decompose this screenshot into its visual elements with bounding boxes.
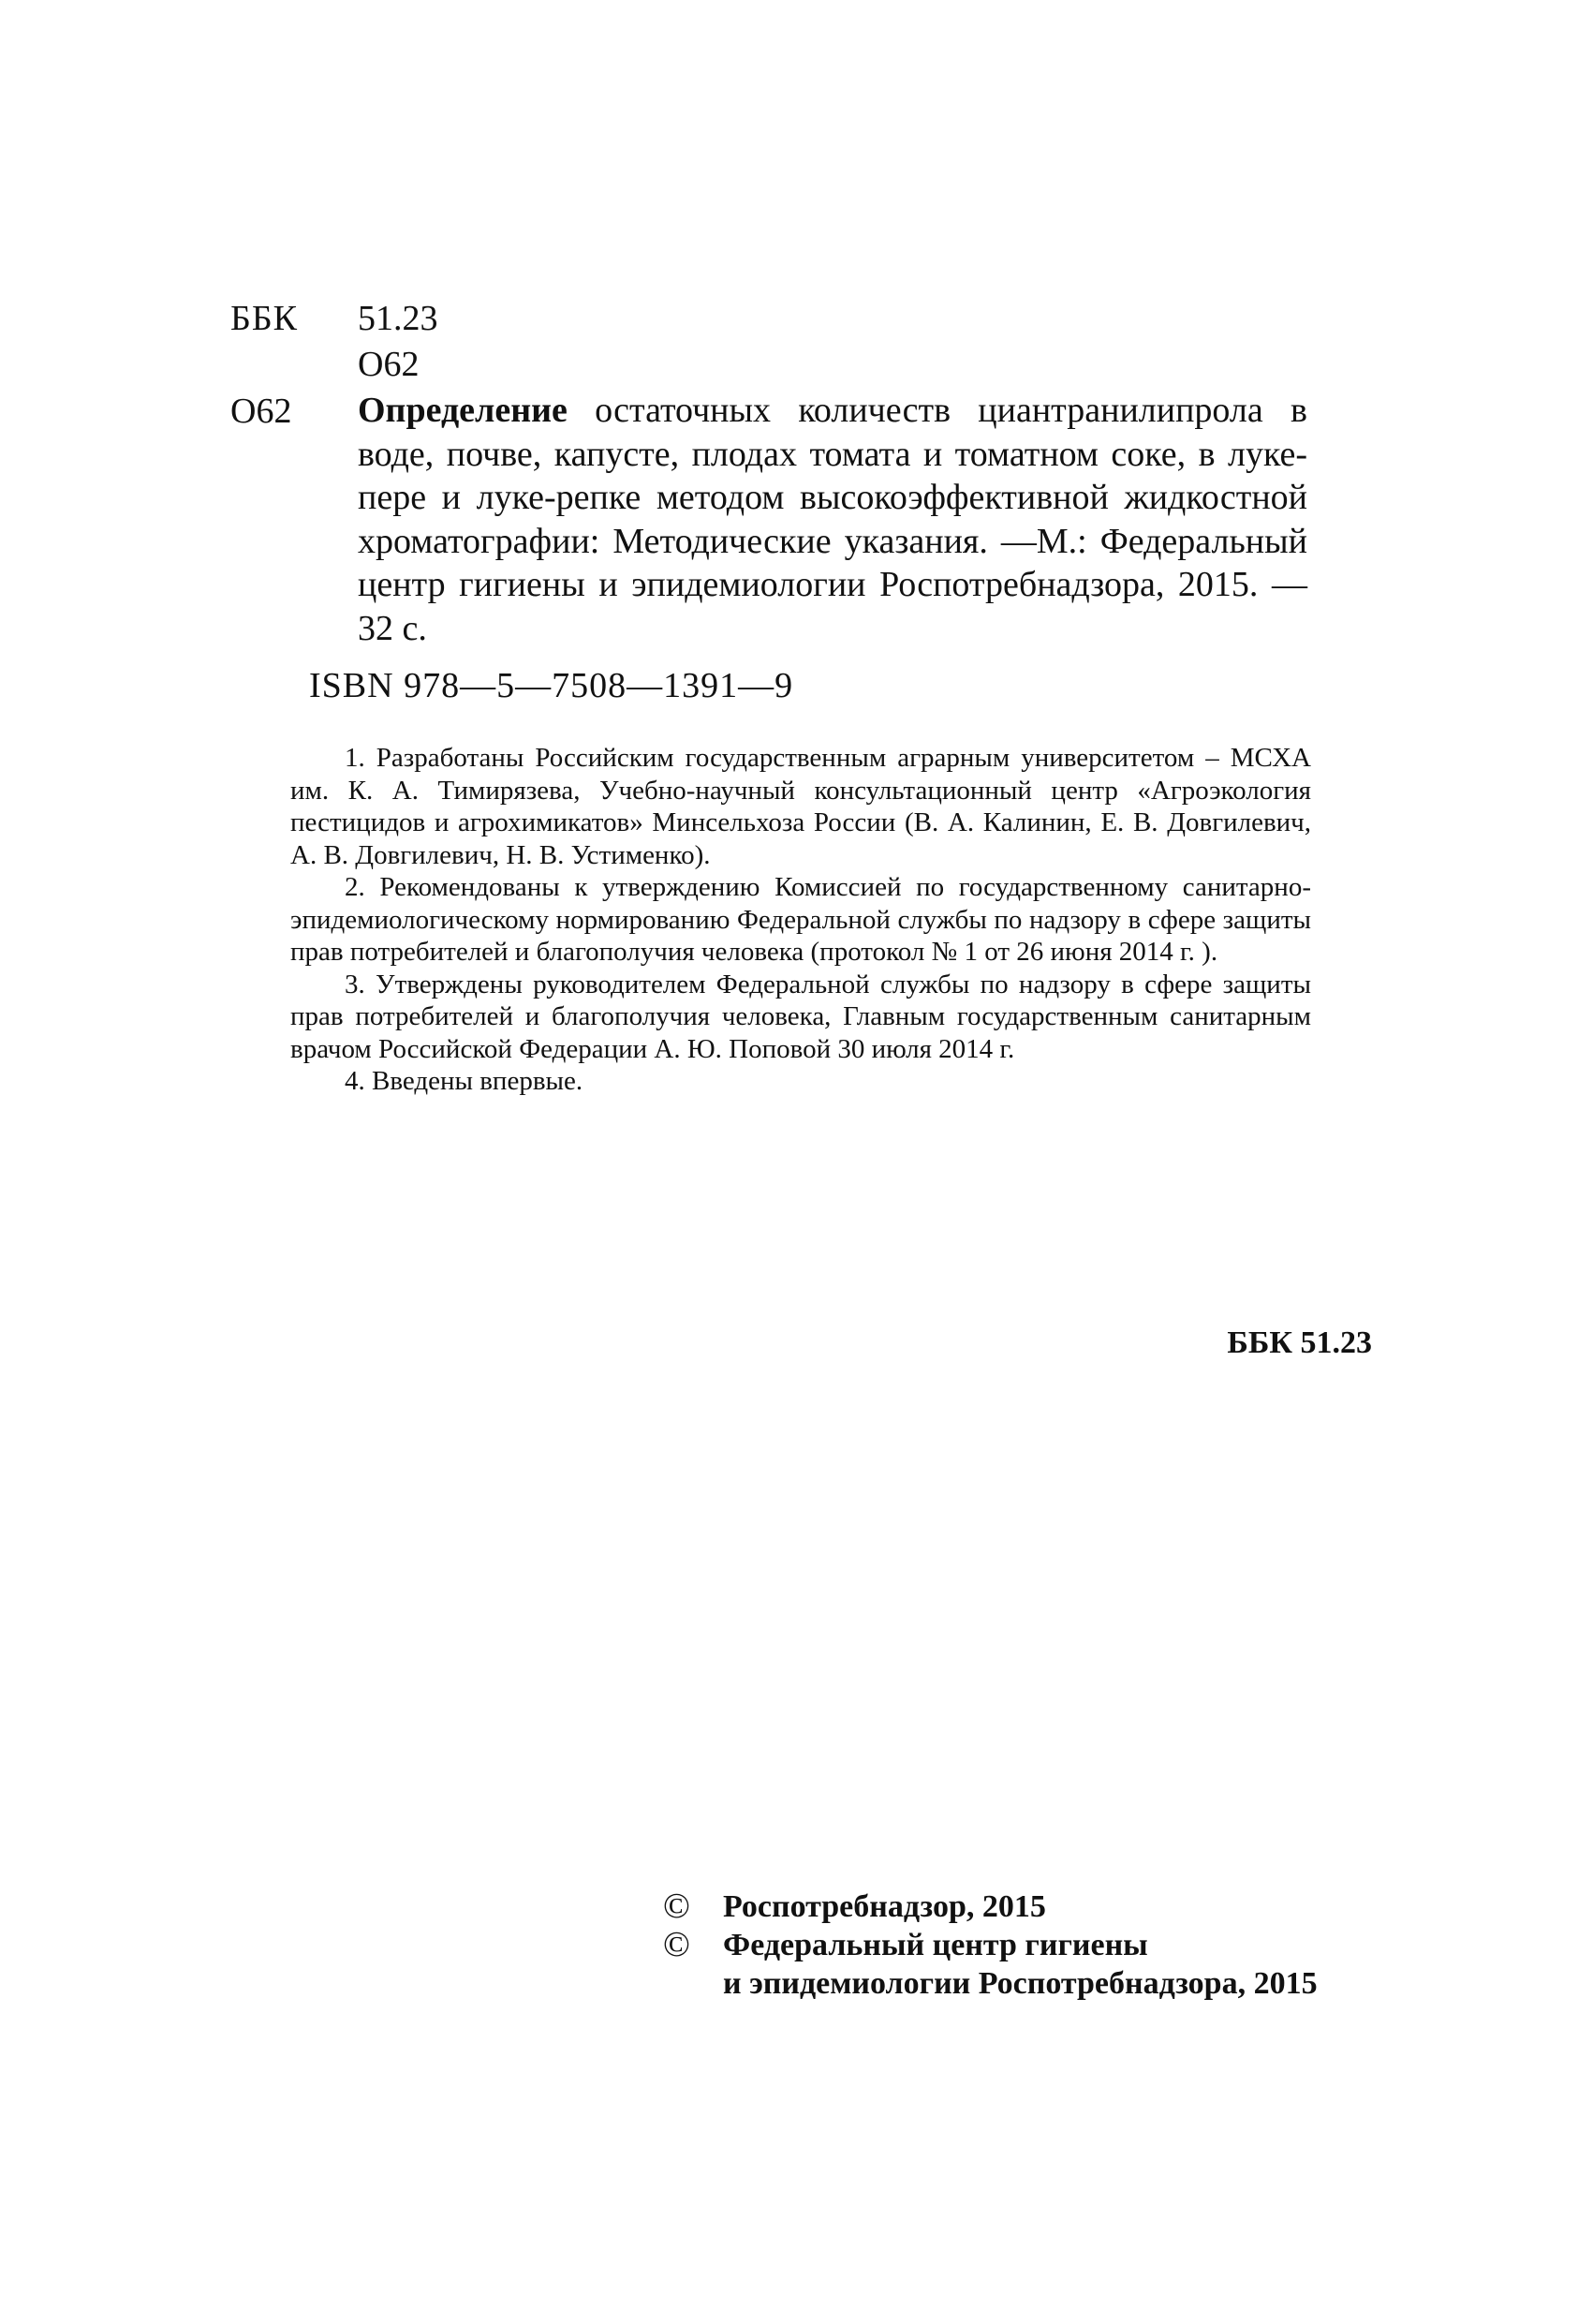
copyright-icon: © bbox=[663, 1887, 690, 1926]
isbn: ISBN 978—5—7508—1391—9 bbox=[309, 666, 794, 705]
note-item: 2. Рекомендованы к утверждению Комиссией по государственному санитарно-эпидемиологическому нормированию Федеральной службы по надзору в сфере защиты прав потребителей и благополучия человека (протокол № 1 от 26 июня 2014 г. ). bbox=[290, 872, 1311, 967]
copyright-holder-1: Роспотребнадзор, 2015 bbox=[723, 1889, 1046, 1924]
copyright-holder-2: Федеральный центр гигиены bbox=[723, 1928, 1148, 1962]
copyright-icon: © bbox=[663, 1925, 690, 1964]
notes-list bbox=[290, 742, 1311, 1098]
copyright-line bbox=[663, 1926, 1412, 1964]
bbk-code: 51.23 bbox=[358, 299, 438, 338]
bibliographic-description bbox=[358, 389, 1307, 650]
note-item: 3. Утверждены руководителем Федеральной службы по надзору в сфере защиты прав потребителей и благополучия человека, Главным государственным санитарным врачом Российской Федерации А. Ю. Поповой 30 июля 2014 г. bbox=[290, 969, 1311, 1064]
description-text: остаточных количеств циантранилипрола в воде, почве, капусте, плодах томата и томатном соке, в луке-пере и луке-репке методом высокоэффективной жидкостной хроматографии: Методические указания. —М.: Федеральный центр гигиены и эпидемиологии Роспотребнадзора, 2015. — 32 с. bbox=[358, 391, 1307, 648]
author-sign: О62 bbox=[230, 392, 292, 431]
author-sign-top: О62 bbox=[358, 345, 420, 384]
title-word: Определение bbox=[358, 391, 568, 430]
note-item: 1. Разработаны Российским государственным аграрным университетом – МСХА им. К. А. Тимирязева, Учебно-научный консультационный центр «Агроэкология пестицидов и агрохимикатов» Минсельхоза России (В. А. Калинин, Е. В. Довгилевич, А. В. Довгилевич, Н. В. Устименко). bbox=[290, 743, 1311, 870]
copyright-line bbox=[663, 1887, 1412, 1926]
bbk-label: ББК bbox=[230, 299, 298, 338]
bbk-bottom: ББК 51.23 bbox=[1227, 1325, 1372, 1360]
copyright-holder-2-cont: и эпидемиологии Роспотребнадзора, 2015 bbox=[723, 1966, 1318, 2001]
note-item: 4. Введены впервые. bbox=[345, 1066, 583, 1096]
copyright-block bbox=[663, 1887, 1412, 2003]
